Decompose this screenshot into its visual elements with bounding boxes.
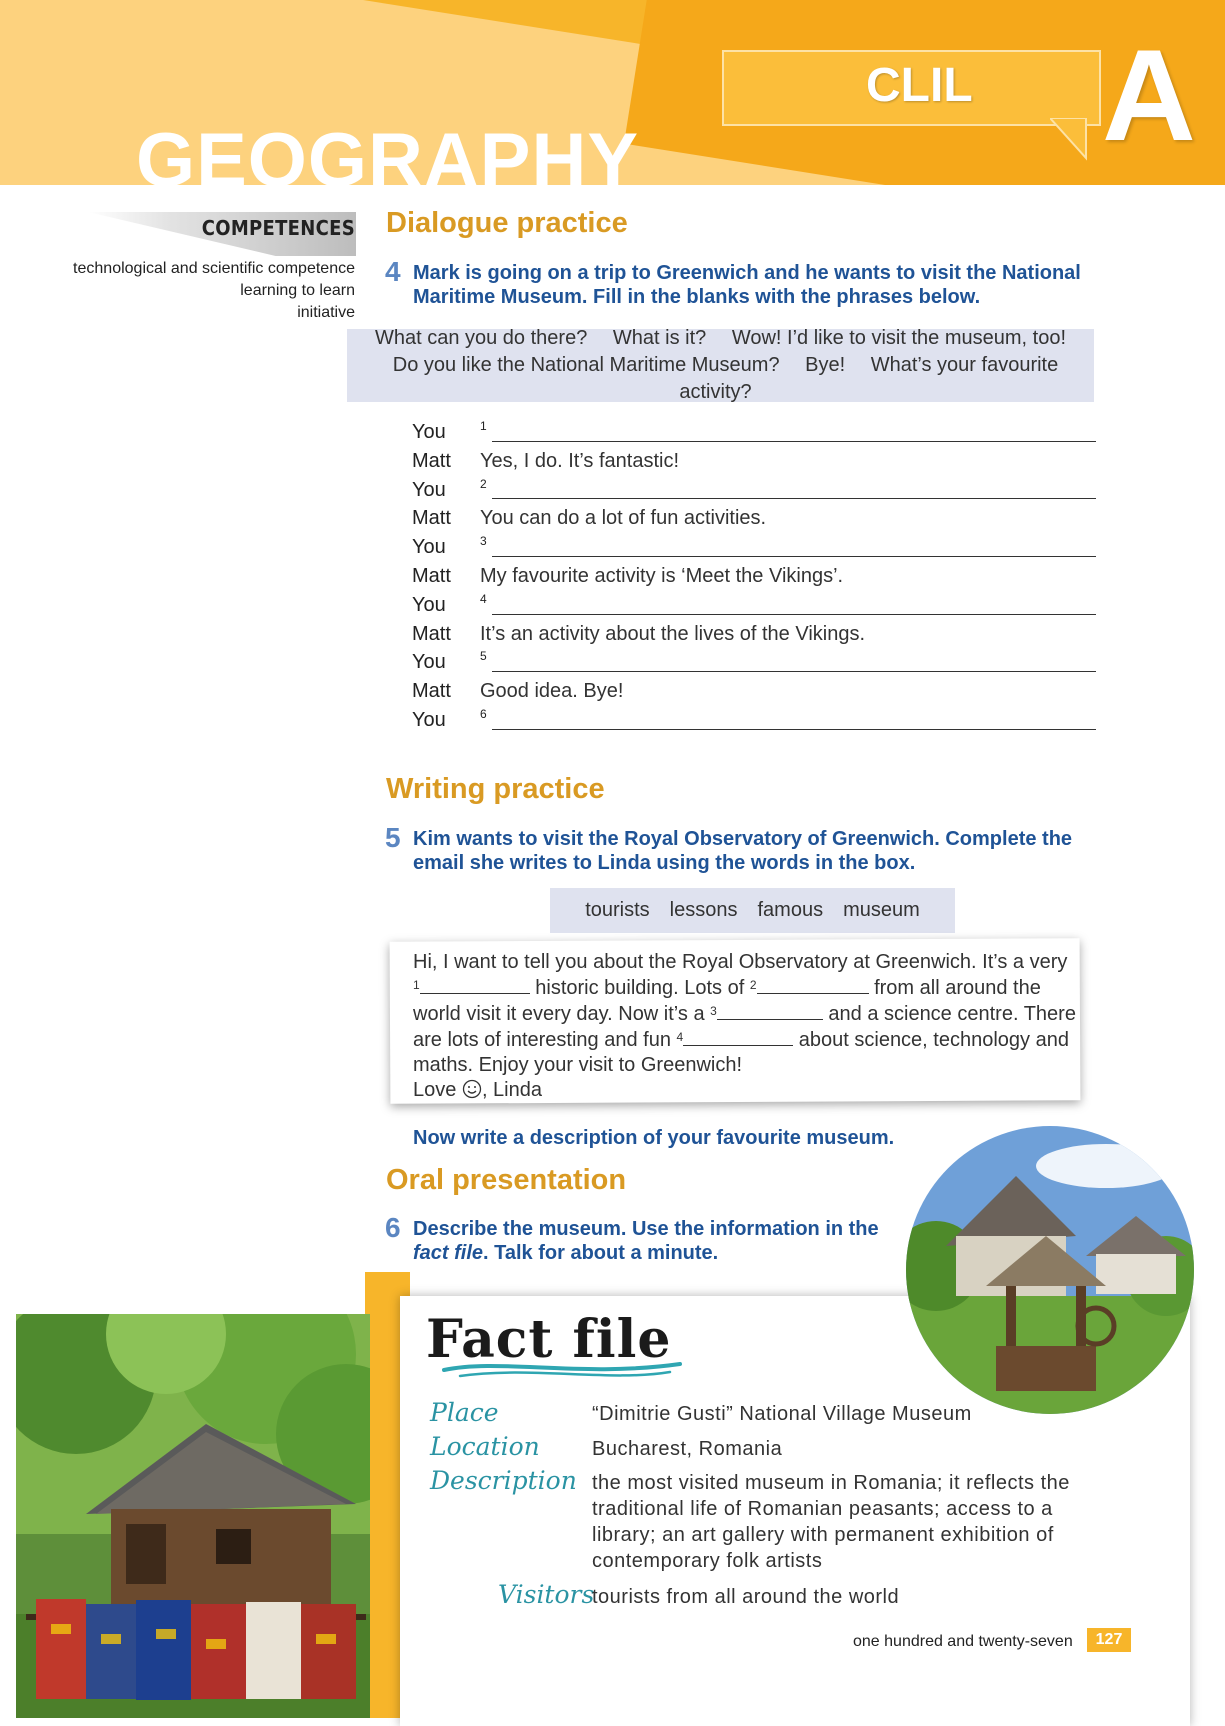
unit-letter: A [1102,22,1196,168]
dialogue-line [412,621,1096,650]
phrase: What is it? [612,327,707,349]
phrase: What can you do there? [374,327,588,349]
instruction-emphasis: fact file [413,1242,484,1264]
competences-list [60,258,355,324]
email-gap[interactable] [717,1001,823,1020]
dialogue-text: Good idea. Bye! [480,680,624,703]
phrase-box [347,329,1094,402]
subject-title: GEOGRAPHY [136,118,640,203]
dialogue-line [412,649,1096,678]
competence-item: learning to learn [240,282,355,299]
phrase: Wow! I’d like to visit the museum, too! [731,327,1067,349]
dialogue-text: Yes, I do. It’s fantastic! [480,449,680,472]
email-gap[interactable] [420,975,530,994]
word: lessons [669,899,738,921]
fact-value-visitors: tourists from all around the world [592,1586,900,1608]
smiley-icon [462,1079,482,1099]
blank-number: 5 [480,649,487,664]
writing-heading: Writing practice [386,773,605,805]
email-gap[interactable] [757,975,869,994]
dialogue-text: It’s an activity about the lives of the Vikings. [480,622,866,645]
speaker: You [412,478,446,501]
dialogue-line [412,707,1096,736]
brush-underline-icon [440,1352,690,1382]
dialogue-line [412,592,1096,621]
fact-label-location: Location [430,1432,540,1461]
dialogue-line [412,477,1096,506]
task-instruction [413,1217,893,1265]
dialogue-line [412,534,1096,563]
task-number: 6 [385,1212,401,1243]
fact-value-location: Bucharest, Romania [592,1438,783,1460]
dialogue-line [412,448,1096,477]
email-gap[interactable] [683,1027,793,1046]
fact-file-title: Fact file [426,1309,672,1370]
email-text-part: from all around the world visit it every day. Now it’s a [413,977,1041,1025]
answer-blank[interactable] [492,441,1096,442]
word: famous [757,899,824,921]
dialogue-line [412,505,1096,534]
dialogue-line [412,563,1096,592]
speaker: Matt [412,622,451,645]
followup-instruction: Now write a description of your favourite museum. [413,1127,895,1149]
speaker: You [412,651,446,674]
answer-blank[interactable] [492,498,1096,499]
speaker: You [412,421,446,443]
email-text [413,950,1078,1103]
answer-blank[interactable] [492,671,1096,672]
page-number-badge: 127 [1087,1628,1131,1652]
email-text-part: about science, technology and maths. Enjoy your visit to Greenwich! [413,1029,1069,1076]
dialogue-text: You can do a lot of fun activities. [480,507,767,530]
fact-label-place: Place [430,1398,499,1427]
dialogue-line [412,678,1096,707]
task-number: 5 [385,822,401,853]
speaker: Matt [412,564,451,587]
speaker: You [412,536,446,559]
instruction-part: Describe the museum. Use the information in the [413,1218,879,1240]
gap-number: 1 [413,978,420,992]
village-well-photo [906,1126,1194,1414]
clil-label: CLIL [866,59,973,112]
dialogue-text: My favourite activity is ‘Meet the Vikings’. [480,564,844,587]
gap-number: 2 [749,978,757,992]
speaker: You [412,708,446,731]
dialogue-heading: Dialogue practice [386,207,628,239]
speaker: Matt [412,449,451,472]
instruction-part: . Talk for about a minute. [483,1242,719,1264]
speaker: You [412,593,446,616]
email-text-part: Hi, I want to tell you about the Royal Observatory at Greenwich. It’s a very [413,951,1068,973]
dialogue-line [412,419,1096,448]
answer-blank[interactable] [492,729,1096,730]
speaker: Matt [412,507,451,530]
task-instruction: Mark is going on a trip to Greenwich and he wants to visit the National Maritime Museum. Fill in the blanks with the phrases below. [413,262,1081,308]
phrase: Do you like the National Maritime Museum? [392,354,780,376]
email-sign-name: , Linda [481,1079,542,1101]
word: tourists [585,899,650,921]
blank-number: 1 [480,419,487,433]
callout-tail-icon [1050,118,1090,164]
task-number: 4 [385,256,401,287]
phrase: What’s your favourite activity? [679,354,1059,403]
gap-number: 3 [710,1004,717,1018]
answer-blank[interactable] [492,614,1096,615]
competence-item: initiative [297,304,355,321]
answer-blank[interactable] [492,556,1096,557]
dialogue [412,419,1096,736]
speaker: Matt [412,680,451,703]
task-instruction: Kim wants to visit the Royal Observatory of Greenwich. Complete the email she writes to Linda using the words in the box. [413,828,1073,874]
page-number-words: one hundred and twenty-seven [853,1633,1073,1650]
blank-number: 3 [480,534,487,549]
blank-number: 6 [480,706,487,721]
word-box [550,888,955,933]
competences-title: COMPETENCES [201,216,355,240]
fact-value-place: “Dimitrie Gusti” National Village Museum [592,1403,972,1425]
email-text-part: historic building. Lots of [535,977,745,999]
gap-number: 4 [676,1030,684,1044]
oral-heading: Oral presentation [386,1164,627,1196]
fact-label-description: Description [430,1466,577,1495]
village-house-photo [16,1314,370,1718]
fact-value-description: the most visited museum in Romania; it reflects the traditional life of Romanian peasants; access to a library; an art gallery with permanent exhibition of contemporary folk artists [592,1472,1070,1572]
email-text-part: and a science centre. There are lots of interesting and fun [413,1003,1076,1051]
blank-number: 2 [480,476,487,491]
competence-item: technological and scientific competence [73,260,355,277]
fact-label-visitors: Visitors [498,1580,595,1609]
blank-number: 4 [480,591,487,606]
phrase: Bye! [805,354,846,376]
word: museum [843,899,920,921]
email-sign-love: Love [413,1079,457,1101]
